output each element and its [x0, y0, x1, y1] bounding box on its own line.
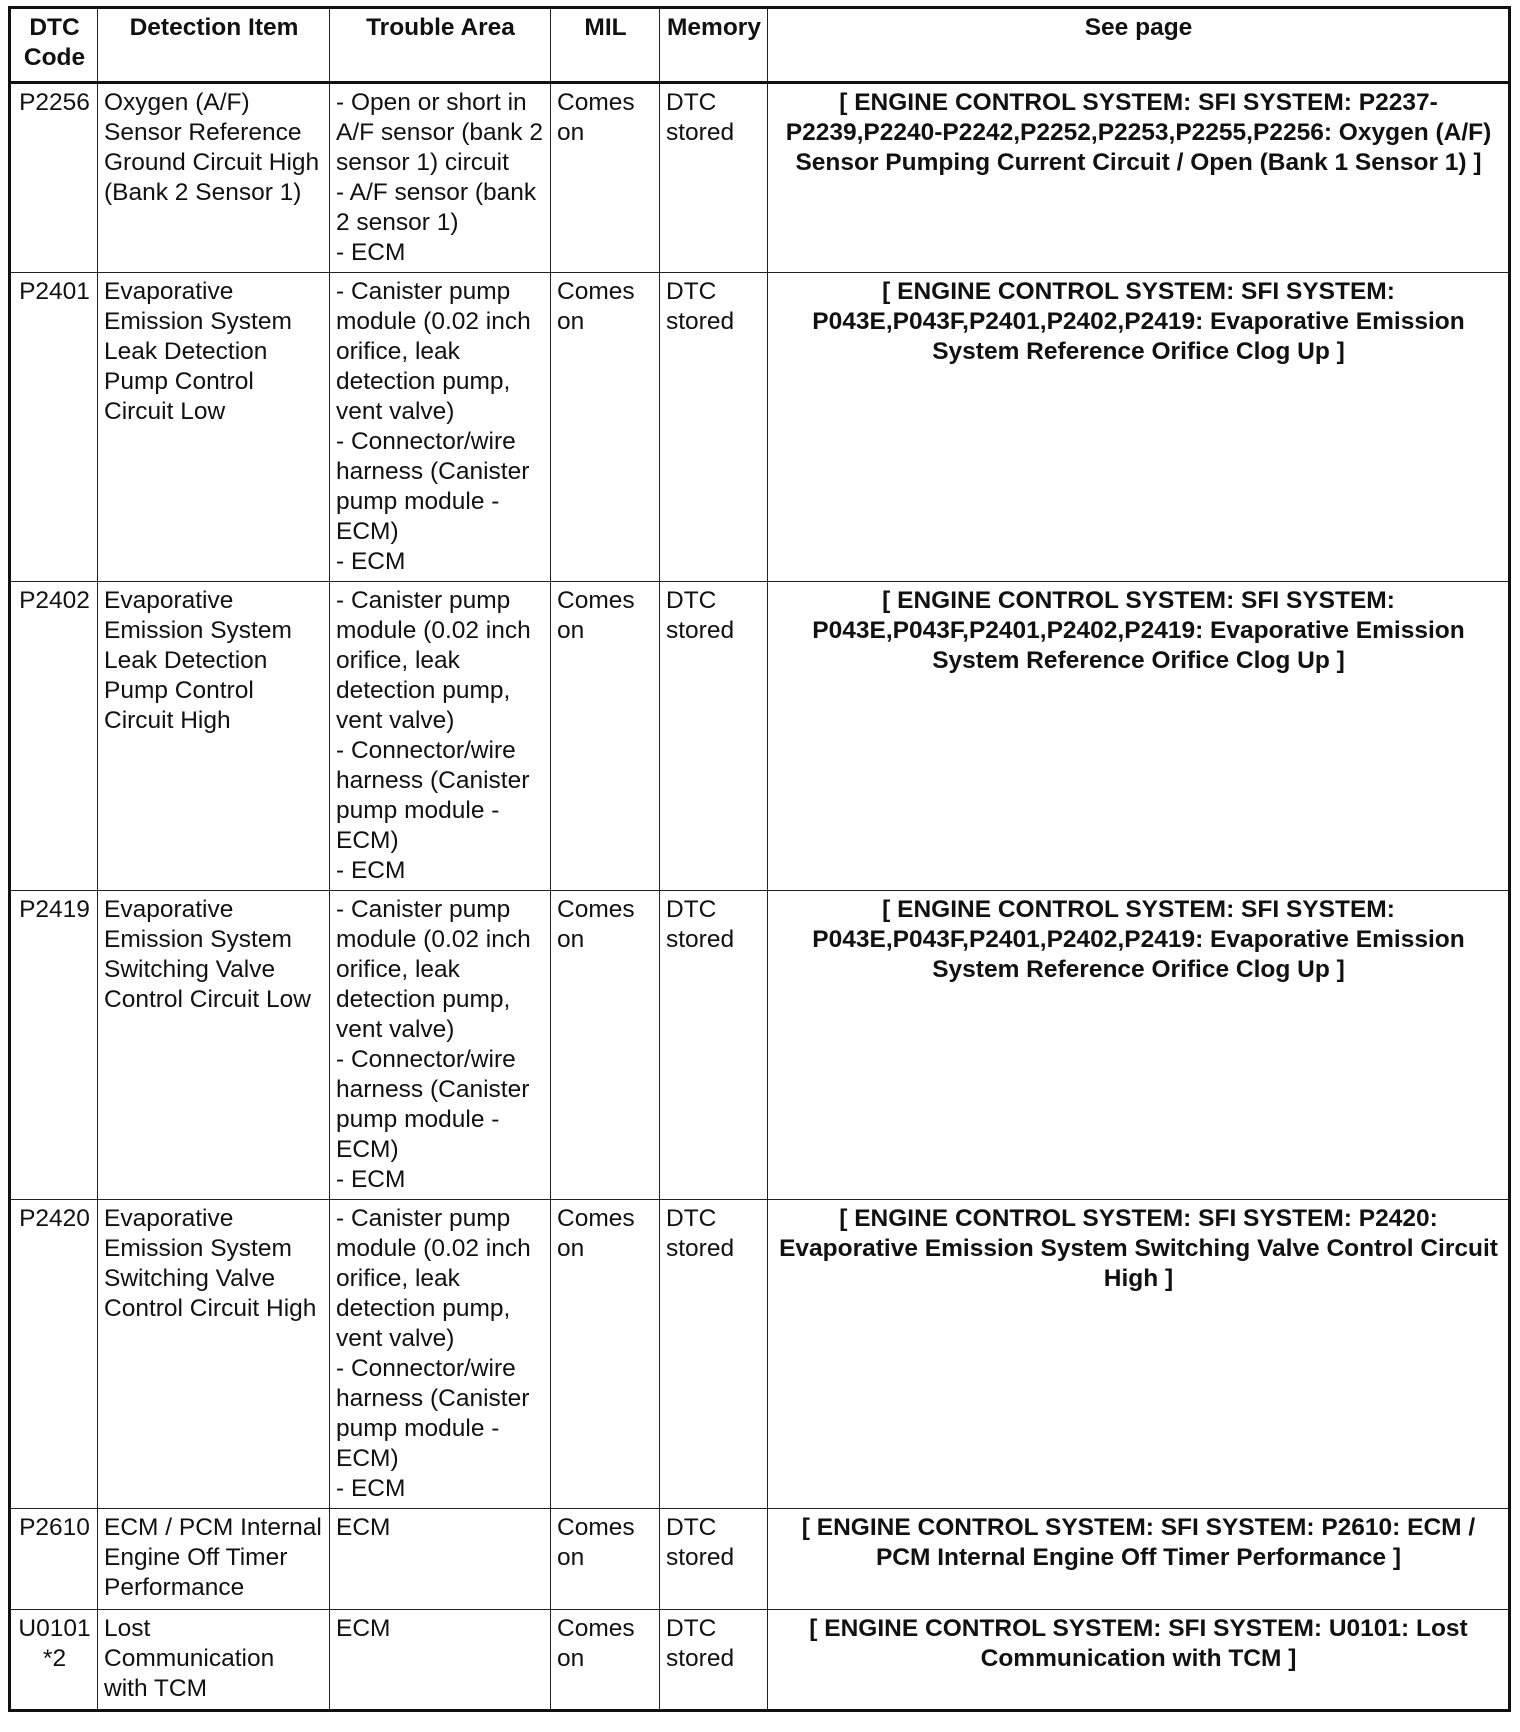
dtc-code-cell [10, 891, 98, 1200]
header-memory: Memory [660, 8, 768, 83]
dtc-table [8, 6, 1511, 1712]
table-row [10, 83, 1510, 273]
dtc-code-cell [10, 1509, 98, 1610]
mil-cell: Comes on [551, 891, 660, 1200]
trouble-area-cell [330, 1509, 551, 1610]
detection-item-cell: ECM / PCM Internal Engine Off Timer Performance [98, 1509, 330, 1610]
memory-cell: DTC stored [660, 891, 768, 1200]
trouble-area-cell [330, 83, 551, 273]
trouble-area-entry: - Canister pump module (0.02 inch orifice, leak detection pump, vent valve) [336, 587, 531, 734]
dtc-code-cell [10, 1200, 98, 1509]
trouble-area-entry: - Connector/wire harness (Canister pump module - ECM) [336, 428, 530, 545]
trouble-area-entry: - Canister pump module (0.02 inch orifice, leak detection pump, vent valve) [336, 896, 531, 1043]
trouble-area-cell [330, 1200, 551, 1509]
mil-cell: Comes on [551, 1200, 660, 1509]
memory-cell: DTC stored [660, 1509, 768, 1610]
memory-cell: DTC stored [660, 83, 768, 273]
trouble-area-cell [330, 582, 551, 891]
detection-item-cell: Oxygen (A/F) Sensor Reference Ground Circuit High (Bank 2 Sensor 1) [98, 83, 330, 273]
header-trouble-area: Trouble Area [330, 8, 551, 83]
dtc-code-text: P2401 [19, 278, 90, 305]
see-page-link[interactable]: [ ENGINE CONTROL SYSTEM: SFI SYSTEM: U0101: Lost Communication with TCM ] [768, 1610, 1510, 1711]
dtc-code-cell [10, 273, 98, 582]
header-mil: MIL [551, 8, 660, 83]
dtc-code-text: P2419 [19, 896, 90, 923]
mil-cell: Comes on [551, 1509, 660, 1610]
trouble-area-entry: - ECM [336, 857, 406, 884]
trouble-area-entry: - A/F sensor (bank 2 sensor 1) [336, 179, 537, 236]
detection-item-cell: Evaporative Emission System Leak Detection Pump Control Circuit Low [98, 273, 330, 582]
table-body [10, 83, 1510, 1711]
see-page-link[interactable]: [ ENGINE CONTROL SYSTEM: SFI SYSTEM: P2237-P2239,P2240-P2242,P2252,P2253,P2255,P2256: Oxygen (A/F) Sensor Pumping Current Circuit / Open (Bank 1 Sensor 1) ] [768, 83, 1510, 273]
table-row [10, 582, 1510, 891]
dtc-code-text: P2420 [19, 1205, 90, 1232]
see-page-link[interactable]: [ ENGINE CONTROL SYSTEM: SFI SYSTEM: P043E,P043F,P2401,P2402,P2419: Evaporative Emission System Reference Orifice Clog Up ] [768, 891, 1510, 1200]
detection-item-cell: Evaporative Emission System Switching Valve Control Circuit Low [98, 891, 330, 1200]
header-row [10, 8, 1510, 83]
table-row [10, 1610, 1510, 1711]
trouble-area-entry: - Connector/wire harness (Canister pump module - ECM) [336, 1046, 530, 1163]
dtc-code-text: P2610 [19, 1514, 90, 1541]
see-page-link[interactable]: [ ENGINE CONTROL SYSTEM: SFI SYSTEM: P2610: ECM / PCM Internal Engine Off Timer Performance ] [768, 1509, 1510, 1610]
dtc-code-text: P2256 [19, 89, 90, 116]
table-row [10, 891, 1510, 1200]
detection-item-cell: Evaporative Emission System Leak Detection Pump Control Circuit High [98, 582, 330, 891]
dtc-code-text: *2 [42, 1645, 67, 1672]
header-dtc-code: DTC Code [10, 8, 98, 83]
trouble-area-entry: - Open or short in A/F sensor (bank 2 sensor 1) circuit [336, 89, 543, 176]
dtc-code-text: U0101 [18, 1615, 91, 1642]
trouble-area-cell [330, 891, 551, 1200]
mil-cell: Comes on [551, 273, 660, 582]
dtc-code-cell [10, 83, 98, 273]
memory-cell: DTC stored [660, 273, 768, 582]
trouble-area-entry: - Canister pump module (0.02 inch orifice, leak detection pump, vent valve) [336, 1205, 531, 1352]
mil-cell: Comes on [551, 83, 660, 273]
memory-cell: DTC stored [660, 582, 768, 891]
trouble-area-entry: - ECM [336, 1166, 406, 1193]
trouble-area-entry: - ECM [336, 548, 406, 575]
see-page-link[interactable]: [ ENGINE CONTROL SYSTEM: SFI SYSTEM: P2420: Evaporative Emission System Switching Valve Control Circuit High ] [768, 1200, 1510, 1509]
trouble-area-entry: - ECM [336, 239, 406, 266]
dtc-code-text: P2402 [19, 587, 90, 614]
trouble-area-entry: - ECM [336, 1475, 406, 1502]
memory-cell: DTC stored [660, 1200, 768, 1509]
see-page-link[interactable]: [ ENGINE CONTROL SYSTEM: SFI SYSTEM: P043E,P043F,P2401,P2402,P2419: Evaporative Emission System Reference Orifice Clog Up ] [768, 582, 1510, 891]
table-header [10, 8, 1510, 83]
mil-cell: Comes on [551, 582, 660, 891]
trouble-area-cell [330, 273, 551, 582]
mil-cell: Comes on [551, 1610, 660, 1711]
memory-cell: DTC stored [660, 1610, 768, 1711]
header-detection-item: Detection Item [98, 8, 330, 83]
dtc-code-cell [10, 582, 98, 891]
see-page-link[interactable]: [ ENGINE CONTROL SYSTEM: SFI SYSTEM: P043E,P043F,P2401,P2402,P2419: Evaporative Emission System Reference Orifice Clog Up ] [768, 273, 1510, 582]
table-row [10, 1509, 1510, 1610]
table-row [10, 1200, 1510, 1509]
trouble-area-entry: ECM [336, 1615, 391, 1642]
detection-item-cell: Evaporative Emission System Switching Valve Control Circuit High [98, 1200, 330, 1509]
trouble-area-entry: - Connector/wire harness (Canister pump module - ECM) [336, 1355, 530, 1472]
trouble-area-entry: - Canister pump module (0.02 inch orifice, leak detection pump, vent valve) [336, 278, 531, 425]
trouble-area-entry: ECM [336, 1514, 391, 1541]
dtc-code-cell [10, 1610, 98, 1711]
table-row [10, 273, 1510, 582]
header-see-page: See page [768, 8, 1510, 83]
detection-item-cell: Lost Communication with TCM [98, 1610, 330, 1711]
trouble-area-entry: - Connector/wire harness (Canister pump module - ECM) [336, 737, 530, 854]
trouble-area-cell [330, 1610, 551, 1711]
